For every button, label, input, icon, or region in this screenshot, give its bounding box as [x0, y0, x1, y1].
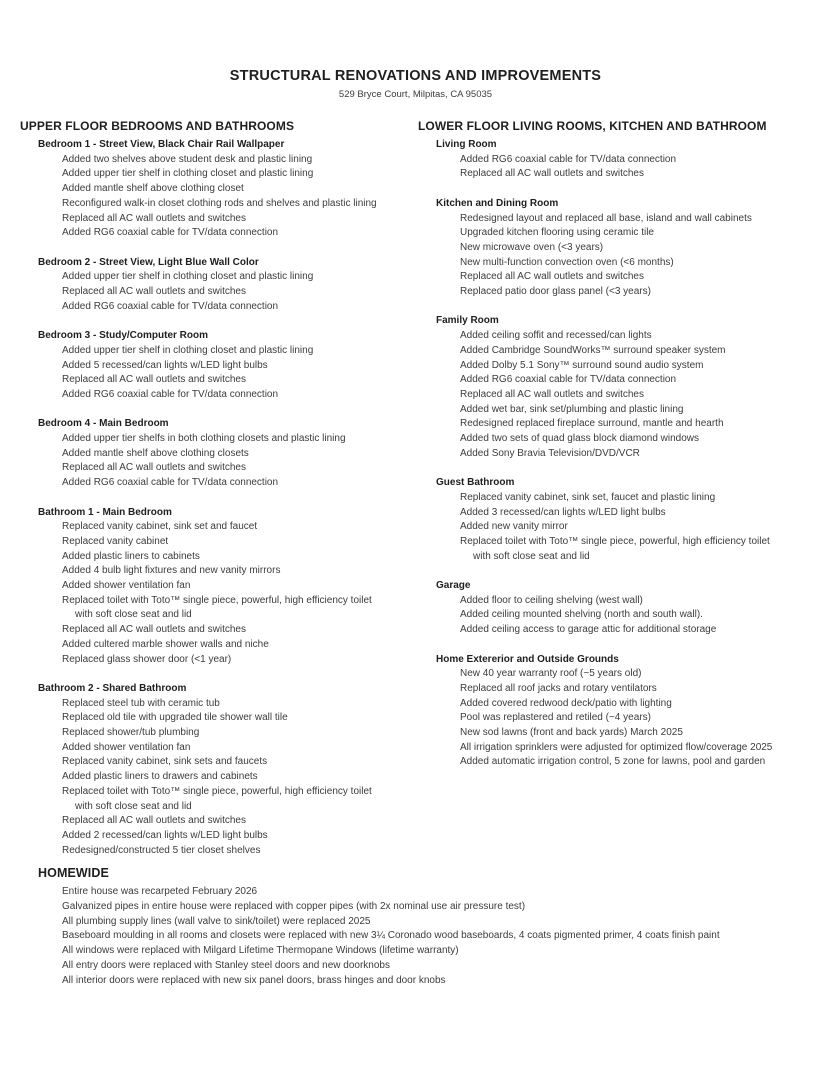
- renovation-item: New microwave oven (<3 years): [460, 241, 604, 253]
- renovation-item: Replaced all AC wall outlets and switches: [62, 286, 246, 298]
- renovation-section: [38, 417, 418, 491]
- renovation-item: Replaced vanity cabinet, sink set and faucet: [62, 521, 258, 533]
- renovation-item: Replaced all AC wall outlets and switches: [62, 374, 246, 386]
- renovation-item: Redesigned/constructed 5 tier closet shelves: [62, 844, 261, 856]
- renovation-item: Added upper tier shelf in clothing closet and plastic lining: [62, 168, 314, 180]
- homewide-item: All plumbing supply lines (wall valve to sink/toilet) were replaced 2025: [62, 915, 371, 927]
- renovation-item: Added 2 recessed/can lights w/LED light bulbs: [62, 829, 268, 841]
- homewide-item: All entry doors were replaced with Stanley steel doors and new doorknobs: [62, 959, 390, 971]
- renovation-section: [38, 682, 418, 858]
- renovation-item: Added RG6 coaxial cable for TV/data connection: [62, 477, 279, 489]
- homewide-item: All interior doors were replaced with new six panel doors, brass hinges and door knobs: [62, 974, 446, 986]
- renovation-item: Replaced old tile with upgraded tile shower wall tile: [62, 712, 288, 724]
- renovation-section: [436, 579, 811, 638]
- renovation-item: Added upper tier shelfs in both clothing closets and plastic lining: [62, 433, 346, 445]
- renovation-item: Added RG6 coaxial cable for TV/data connection: [62, 388, 279, 400]
- renovation-item: Replaced all AC wall outlets and switches: [460, 168, 644, 180]
- renovation-item: Added mantle shelf above clothing closet: [62, 183, 244, 195]
- renovation-item: Added floor to ceiling shelving (west wall): [460, 594, 643, 606]
- renovation-item: Added 4 bulb light fixtures and new vanity mirrors: [62, 565, 281, 577]
- renovation-item: Added RG6 coaxial cable for TV/data connection: [62, 227, 279, 239]
- renovation-item: Redesigned replaced fireplace surround, mantle and hearth: [460, 418, 724, 430]
- homewide-item: Baseboard moulding in all rooms and closets were replaced with new 3¼ Coronado wood baseboards, 4 coats pigmented primer, 4 coats finish paint: [62, 930, 720, 942]
- section-title: Bedroom 1 - Street View, Black Chair Rail Wallpaper: [38, 139, 285, 150]
- renovation-item: Added upper tier shelf in clothing closet and plastic lining: [62, 271, 314, 283]
- section-title: Guest Bathroom: [436, 477, 515, 489]
- renovation-section: [436, 197, 811, 300]
- renovation-item: Replaced vanity cabinet: [62, 535, 169, 547]
- document-header: [0, 0, 831, 101]
- section-title: Living Room: [436, 139, 497, 150]
- renovation-item: Replaced toilet with Toto™ single piece, powerful, high efficiency toilet: [62, 594, 372, 606]
- renovation-section: [38, 138, 418, 241]
- renovation-item: Replaced glass shower door (<1 year): [62, 653, 232, 665]
- section-title: Family Room: [436, 315, 499, 327]
- renovation-item: with soft close seat and lid: [473, 550, 590, 562]
- renovation-item: Added automatic irrigation control, 5 zone for lawns, pool and garden: [460, 756, 766, 768]
- section-title: Bedroom 4 - Main Bedroom: [38, 418, 169, 430]
- renovation-item: with soft close seat and lid: [75, 800, 192, 812]
- renovation-item: Added 3 recessed/can lights w/LED light bulbs: [460, 506, 666, 518]
- renovation-section: [436, 138, 811, 182]
- renovation-item: All irrigation sprinklers were adjusted for optimized flow/coverage 2025: [460, 741, 773, 753]
- renovation-item: Replaced vanity cabinet, sink sets and faucets: [62, 756, 268, 768]
- renovation-item: with soft close seat and lid: [75, 609, 192, 621]
- renovation-item: Added plastic liners to cabinets: [62, 550, 200, 562]
- renovation-item: Added Sony Bravia Television/DVD/VCR: [460, 447, 640, 459]
- section-title: Kitchen and Dining Room: [436, 197, 559, 209]
- renovation-item: Upgraded kitchen flooring using ceramic tile: [460, 227, 654, 239]
- renovation-item: Added Cambridge SoundWorks™ surround speaker system: [460, 344, 726, 356]
- renovation-section: [38, 329, 418, 403]
- renovation-item: Added shower ventilation fan: [62, 741, 191, 753]
- renovation-item: Replaced steel tub with ceramic tub: [62, 697, 220, 709]
- renovation-section: [436, 314, 811, 461]
- renovation-item: New multi-function convection oven (<6 months): [460, 256, 674, 268]
- renovation-item: Added Dolby 5.1 Sony™ surround sound audio system: [460, 359, 704, 371]
- column-upper-floor: [20, 119, 418, 858]
- renovation-item: Replaced toilet with Toto™ single piece, powerful, high efficiency toilet: [460, 535, 770, 547]
- renovation-item: Reconfigured walk-in closet clothing rods and shelves and plastic lining: [62, 197, 377, 209]
- renovation-item: Replaced all roof jacks and rotary ventilators: [460, 682, 657, 694]
- document-title: STRUCTURAL RENOVATIONS AND IMPROVEMENTS: [229, 68, 602, 84]
- renovation-item: Added covered redwood deck/patio with lighting: [460, 697, 672, 709]
- renovation-item: Added ceiling soffit and recessed/can lights: [460, 330, 652, 342]
- renovation-section: [436, 476, 811, 564]
- column-lower-floor: [418, 119, 811, 858]
- renovation-item: Replaced shower/tub plumbing: [62, 727, 200, 739]
- renovation-item: Added two shelves above student desk and plastic lining: [62, 153, 313, 165]
- renovation-item: Replaced all AC wall outlets and switches: [62, 212, 246, 224]
- homewide-item: All windows were replaced with Milgard Lifetime Thermopane Windows (lifetime warranty): [62, 945, 459, 957]
- renovation-section: [436, 653, 811, 771]
- section-title: Home Extererior and Outside Grounds: [436, 653, 619, 665]
- homewide-item: Galvanized pipes in entire house were replaced with copper pipes (with 2x nominal use air pressure test): [62, 901, 526, 913]
- homewide-header: HOMEWIDE: [38, 866, 109, 881]
- renovation-item: Added wet bar, sink set/plumbing and plastic lining: [460, 403, 684, 415]
- renovation-section: [38, 256, 418, 315]
- renovation-item: Replaced all AC wall outlets and switches: [62, 624, 246, 636]
- section-title: Bathroom 2 - Shared Bathroom: [38, 682, 187, 694]
- lower-floor-sections: [418, 138, 811, 770]
- renovation-item: New 40 year warranty roof (~5 years old): [460, 668, 642, 680]
- renovation-item: Replaced all AC wall outlets and switches: [460, 388, 644, 400]
- homewide-item: Entire house was recarpeted February 2026: [62, 886, 258, 898]
- renovation-item: Added RG6 coaxial cable for TV/data connection: [460, 374, 677, 386]
- renovation-item: Replaced all AC wall outlets and switches: [62, 462, 246, 474]
- renovation-item: Added new vanity mirror: [460, 521, 568, 533]
- renovation-item: Replaced toilet with Toto™ single piece, powerful, high efficiency toilet: [62, 785, 372, 797]
- document-address: 529 Bryce Court, Milpitas, CA 95035: [338, 89, 493, 100]
- renovation-item: Added cultered marble shower walls and niche: [62, 638, 269, 650]
- column-header-lower-floor: LOWER FLOOR LIVING ROOMS, KITCHEN AND BATHROOM: [418, 119, 767, 133]
- renovation-item: Redesigned layout and replaced all base, island and wall cabinets: [460, 212, 752, 224]
- section-title: Bathroom 1 - Main Bedroom: [38, 506, 172, 518]
- renovation-item: Added plastic liners to drawers and cabinets: [62, 771, 258, 783]
- renovation-item: Replaced patio door glass panel (<3 years): [460, 286, 651, 298]
- section-title: Bedroom 2 - Street View, Light Blue Wall Color: [38, 256, 259, 268]
- renovation-item: Added RG6 coaxial cable for TV/data connection: [460, 153, 677, 165]
- upper-floor-sections: [20, 138, 418, 858]
- renovation-item: New sod lawns (front and back yards) March 2025: [460, 727, 683, 739]
- renovation-item: Added mantle shelf above clothing closets: [62, 447, 249, 459]
- renovation-item: Added 5 recessed/can lights w/LED light bulbs: [62, 359, 268, 371]
- renovation-item: Replaced all AC wall outlets and switches: [460, 271, 644, 283]
- renovation-item: Added ceiling access to garage attic for additional storage: [460, 624, 717, 636]
- renovation-item: Added shower ventilation fan: [62, 580, 191, 592]
- section-title: Garage: [436, 580, 471, 592]
- renovation-item: Added upper tier shelf in clothing closet and plastic lining: [62, 344, 314, 356]
- two-column-body: [0, 119, 831, 858]
- section-title: Bedroom 3 - Study/Computer Room: [38, 330, 209, 342]
- renovation-item: Replaced vanity cabinet, sink set, faucet and plastic lining: [460, 491, 716, 503]
- renovation-item: Added two sets of quad glass block diamond windows: [460, 433, 700, 445]
- homewide-section: [0, 866, 831, 988]
- renovation-item: Replaced all AC wall outlets and switches: [62, 815, 246, 827]
- renovation-section: [38, 506, 418, 668]
- renovation-item: Added RG6 coaxial cable for TV/data connection: [62, 300, 279, 312]
- column-header-upper-floor: UPPER FLOOR BEDROOMS AND BATHROOMS: [20, 119, 295, 133]
- renovation-item: Added ceiling mounted shelving (north and south wall).: [460, 609, 703, 621]
- renovation-item: Pool was replastered and retiled (~4 years): [460, 712, 651, 724]
- homewide-items: [62, 885, 811, 988]
